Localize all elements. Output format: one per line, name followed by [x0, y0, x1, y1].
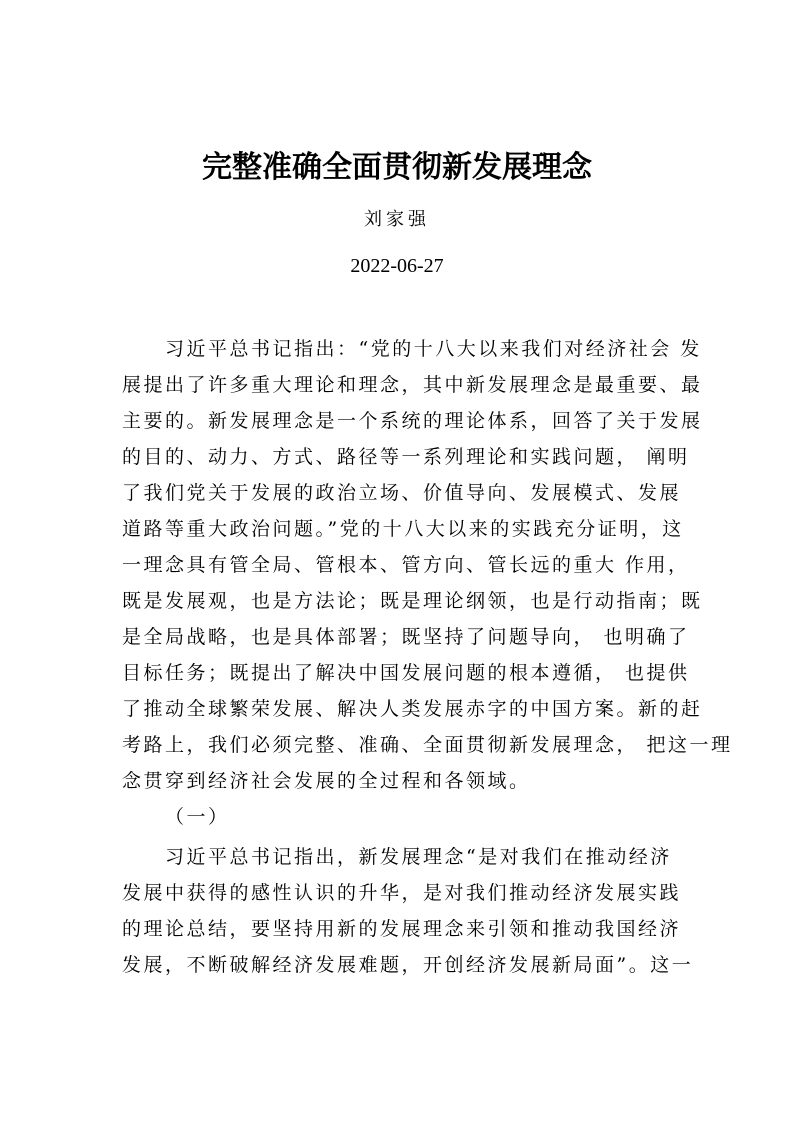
document-date: 2022-06-27 [350, 255, 444, 277]
section-heading: （一） [165, 806, 230, 828]
document-title: 完整准确全面贯彻新发展理念 [202, 150, 592, 185]
body-line: 了推动全球繁荣发展、解决人类发展赤字的中国方案。新的赶 [122, 698, 703, 720]
body-line: 是全局战略，也是具体部署；既坚持了问题导向， 也明确了 [122, 626, 690, 648]
body-line: 习近平总书记指出，新发展理念“是对我们在推动经济 [165, 846, 672, 868]
body-line: 主要的。新发展理念是一个系统的理论体系，回答了关于发展 [122, 410, 703, 432]
body-line: 了我们党关于发展的政治立场、价值导向、发展模式、发展 [122, 482, 682, 504]
body-line: 习近平总书记指出：“党的十八大以来我们对经济社会 发 [165, 338, 702, 360]
body-line: 发展中获得的感性认识的升华，是对我们推动经济发展实践 [122, 882, 682, 904]
body-line: 的目的、动力、方式、路径等一系列理论和实践问题， 阐明 [122, 446, 690, 468]
body-line: 目标任务；既提出了解决中国发展问题的根本遵循， 也提供 [122, 662, 690, 684]
body-line: 一理念具有管全局、管根本、管方向、管长远的重大 作用， [122, 554, 690, 576]
body-line: 道路等重大政治问题。”党的十八大以来的实践充分证明，这 [122, 518, 684, 540]
document-author: 刘家强 [364, 209, 430, 230]
body-line: 既是发展观，也是方法论；既是理论纲领，也是行动指南；既 [122, 590, 703, 612]
body-line: 发展，不断破解经济发展难题，开创经济发展新局面”。这一 [122, 954, 694, 976]
body-line: 考路上，我们必须完整、准确、全面贯彻新发展理念， 把这一理 [122, 734, 733, 756]
body-line: 展提出了许多重大理论和理念，其中新发展理念是最重要、最 [122, 374, 703, 396]
body-line: 念贯穿到经济社会发展的全过程和各领域。 [122, 770, 531, 792]
body-line: 的理论总结，要坚持用新的发展理念来引领和推动我国经济 [122, 918, 682, 940]
